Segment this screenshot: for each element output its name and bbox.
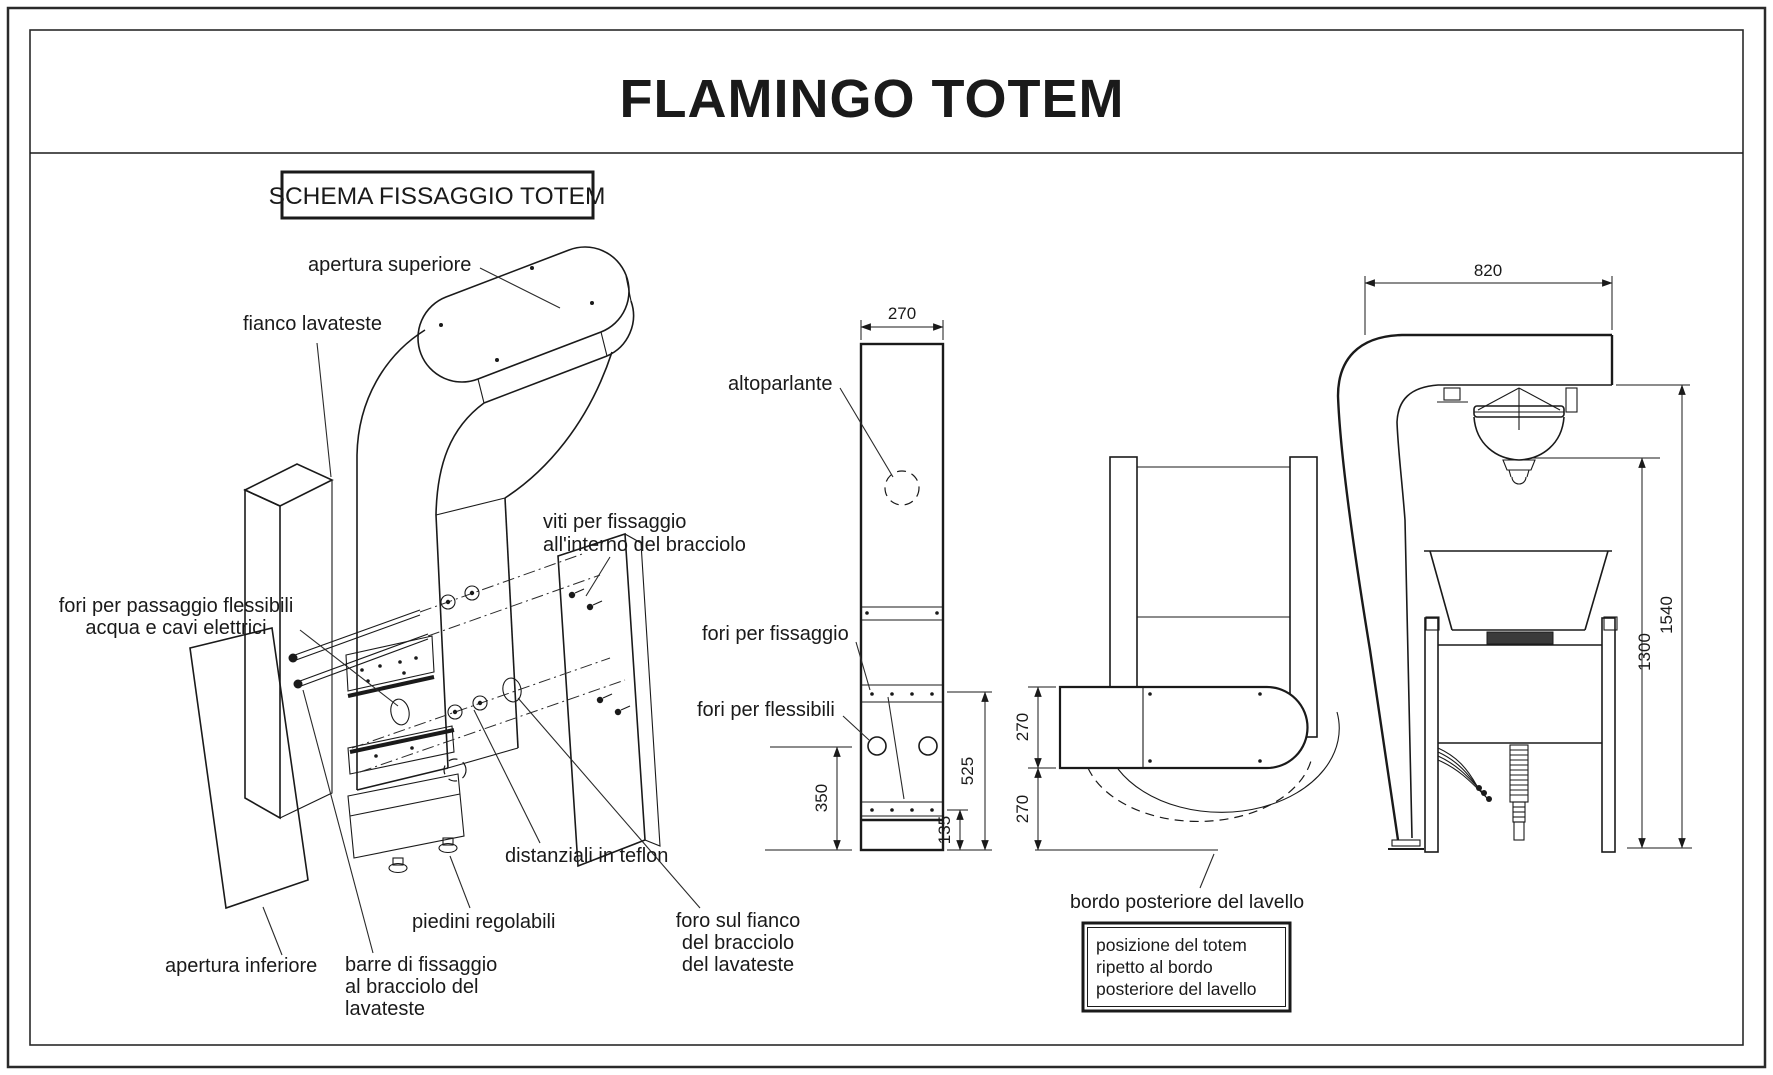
drain-pipe	[1510, 745, 1528, 840]
label-barre-line3: lavateste	[345, 998, 426, 1020]
dim-270-offset	[1013, 768, 1038, 850]
flex-hole-left	[868, 737, 886, 755]
svg-text:270: 270	[1013, 794, 1032, 824]
dim-135	[935, 810, 968, 850]
label-barre-line2: al bracciolo del	[345, 976, 479, 998]
schema-box	[269, 172, 606, 218]
side-elevation-view	[1338, 261, 1692, 852]
svg-text:820: 820	[1473, 261, 1503, 280]
mounting-pad	[1487, 632, 1553, 644]
label-apertura-inferiore: apertura inferiore	[165, 955, 318, 977]
label-fori-passaggio-line2: acqua e cavi elettrici	[85, 617, 267, 639]
column-outline	[861, 344, 943, 850]
flex-hole-right	[919, 737, 937, 755]
label-viti-line1: viti per fissaggio	[543, 511, 687, 533]
side-panel	[245, 464, 332, 818]
totem-footprint	[1060, 687, 1308, 768]
label-viti-line2: all'interno del bracciolo	[543, 534, 746, 556]
label-bordo-lavello: bordo posteriore del lavello	[1070, 891, 1305, 913]
label-foro-fianco-line3: del lavateste	[681, 954, 795, 976]
dim-1300	[1530, 458, 1660, 848]
svg-text:270: 270	[887, 304, 917, 323]
speaker-hole	[885, 471, 919, 505]
svg-text:525: 525	[958, 756, 977, 786]
label-barre-line1: barre di fissaggio	[345, 954, 498, 976]
label-fori-passaggio-line1: fori per passaggio flessibili	[58, 595, 294, 617]
note-line1: posizione del totem	[1096, 935, 1247, 955]
label-foro-fianco-line1: foro sul fianco	[675, 910, 801, 932]
dim-1540	[1616, 385, 1692, 848]
speaker-dome	[1474, 388, 1564, 484]
exploded-view	[59, 247, 801, 1020]
svg-text:135: 135	[935, 815, 954, 845]
dim-350	[765, 747, 852, 850]
sink-bowl	[1424, 551, 1617, 644]
label-fori-fissaggio: fori per fissaggio	[702, 623, 849, 645]
armrest-panel	[558, 534, 660, 866]
label-fori-flessibili: fori per flessibili	[697, 699, 835, 721]
svg-text:1300: 1300	[1635, 633, 1654, 671]
page-title: FLAMINGO TOTEM	[619, 69, 1125, 129]
teflon-spacers	[441, 586, 487, 719]
label-apertura-superiore: apertura superiore	[308, 254, 472, 276]
label-piedini: piedini regolabili	[412, 911, 556, 933]
bracket-left	[1444, 388, 1460, 400]
svg-text:1540: 1540	[1657, 596, 1676, 634]
lower-opening-panel	[190, 628, 308, 908]
dim-270-depth	[1013, 687, 1056, 768]
label-distanziali: distanziali in teflon	[505, 845, 669, 867]
label-fianco-lavateste: fianco lavateste	[243, 313, 382, 335]
fixing-bar-upper	[346, 636, 434, 696]
flex-hoses	[1438, 748, 1492, 802]
plan-view	[1013, 457, 1339, 1011]
svg-text:270: 270	[1013, 712, 1032, 742]
label-foro-fianco-line2: del bracciolo	[681, 932, 795, 954]
svg-text:350: 350	[812, 783, 831, 813]
sheet-frame	[8, 8, 1765, 1067]
note-line3: posteriore del lavello	[1096, 979, 1257, 999]
dim-820	[1365, 261, 1612, 335]
label-altoparlante: altoparlante	[728, 373, 833, 395]
bracket-right	[1566, 388, 1577, 412]
dim-270-front	[861, 304, 943, 340]
fixing-bar-lower	[348, 726, 454, 774]
note-line2: ripetto al bordo	[1096, 957, 1213, 977]
schema-box-label: SCHEMA FISSAGGIO TOTEM	[268, 183, 606, 210]
note-box	[1083, 923, 1290, 1011]
fixing-rods	[289, 610, 429, 689]
totem-body	[357, 330, 612, 790]
front-elevation-view	[697, 304, 992, 850]
